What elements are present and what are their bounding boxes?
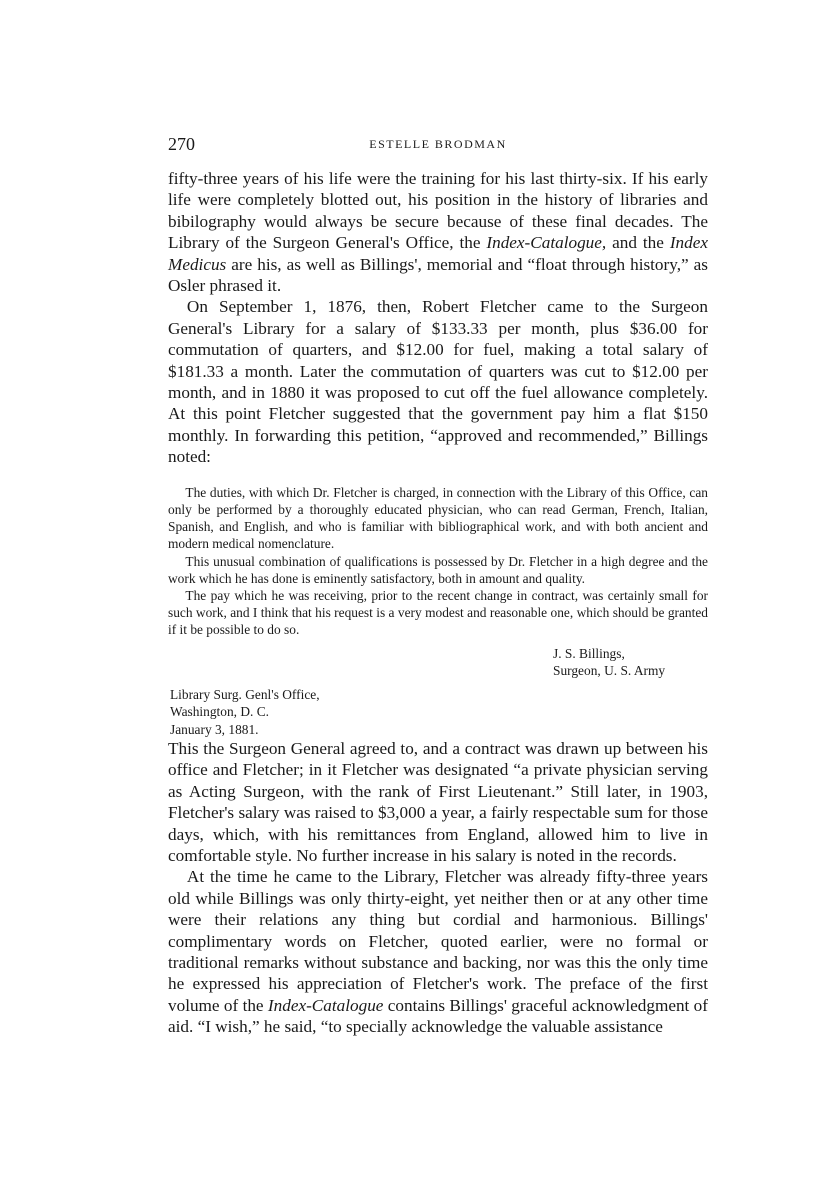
signature-title: Surgeon, U. S. Army: [553, 663, 666, 679]
quote-paragraph-2: This unusual combination of qualifications is possessed by Dr. Fletcher in a high degree and the work which he has done is eminently satisfactory, both in amount and quality.: [168, 553, 708, 586]
quote-paragraph-3: The pay which he was receiving, prior to the recent change in contract, was certainly small for such work, and I think that his request is a very modest and reasonable one, which should be granted if it be possible to do so.: [168, 587, 708, 638]
paragraph-relations: [168, 866, 708, 1037]
text-segment: and the: [606, 233, 670, 253]
address-block: [170, 686, 708, 739]
address-line: Washington, D. C.: [170, 704, 269, 720]
text-segment: contains Billings' graceful acknowledgment of aid. “I wish,” he said, “to specially acknowledge the valuable assistance: [168, 995, 708, 1037]
running-head: [168, 134, 708, 156]
quote-paragraph-1: The duties, with which Dr. Fletcher is charged, in connection with the Library of this Office, can only be performed by a thoroughly educated physician, who can read German, French, Italian, Spanish, and English, and who is familiar with bibliographical work, and with both ancient and modern medical nomenclature.: [168, 484, 708, 552]
address-line: Library Surg. Genl's Office,: [170, 686, 320, 702]
italic-title-index-medicus: Index Medicus: [168, 233, 708, 274]
paragraph-contract: This the Surgeon General agreed to, and a contract was drawn up between his office and Fletcher; in it Fletcher was designated “a private physician serving as Acting Surgeon, with the rank of First Lieutenant.” Still later, in 1903, Fletcher's salary was raised to $3,000 a year, a fairly respectable sum for those days, which, with his remittances from England, allowed him to live in comfortable style. No further increase in his salary is noted in the records.: [168, 739, 708, 866]
running-title: ESTELLE BRODMAN: [369, 137, 507, 151]
italic-title-index-catalogue: Index-Catalogue: [267, 995, 384, 1015]
paragraph-continuation: [168, 168, 708, 296]
text-segment: are his, as well as Billings', memorial and “float through history,” as Osler phrased it.: [168, 254, 708, 296]
text-segment: fifty-three years of his life were the training for his last thirty-six. If his early life were completely blotted out, his position in the history of libraries and bibilography would always be secure because of these final decades. The Library of the Surgeon General's Office, the: [168, 169, 708, 253]
signature-name: J. S. Billings,: [553, 645, 625, 661]
page: [168, 134, 708, 1038]
page-number: 270: [168, 134, 195, 154]
paragraph-salary: On September 1, 1876, then, Robert Fletcher came to the Surgeon General's Library for a salary of $133.33 per month, plus $36.00 for commutation of quarters, and $12.00 for fuel, making a total salary of $181.33 a month. Later the commutation of quarters was cut to $12.00 per month, and in 1880 it was proposed to cut off the fuel allowance completely. At this point Fletcher suggested that the government pay him a flat $150 monthly. In forwarding this petition, “approved and recommended,” Billings noted:: [168, 297, 708, 467]
text-segment: At the time he came to the Library, Fletcher was already fifty-three years old while Billings was only thirty-eight, yet neither then or at any other time were their relations any thing but cordial and harmonious. Billings' complimentary words on Fletcher, quoted earlier, were no formal or traditional remarks without substance and backing, nor was this the only time he expressed his appreciation of Fletcher's work. The preface of the first volume of the: [168, 867, 708, 1015]
signature-block: [553, 645, 708, 680]
italic-title-index-catalogue: Index-Catalogue,: [486, 233, 607, 253]
address-date: January 3, 1881.: [170, 721, 259, 737]
block-quote: [168, 484, 708, 738]
